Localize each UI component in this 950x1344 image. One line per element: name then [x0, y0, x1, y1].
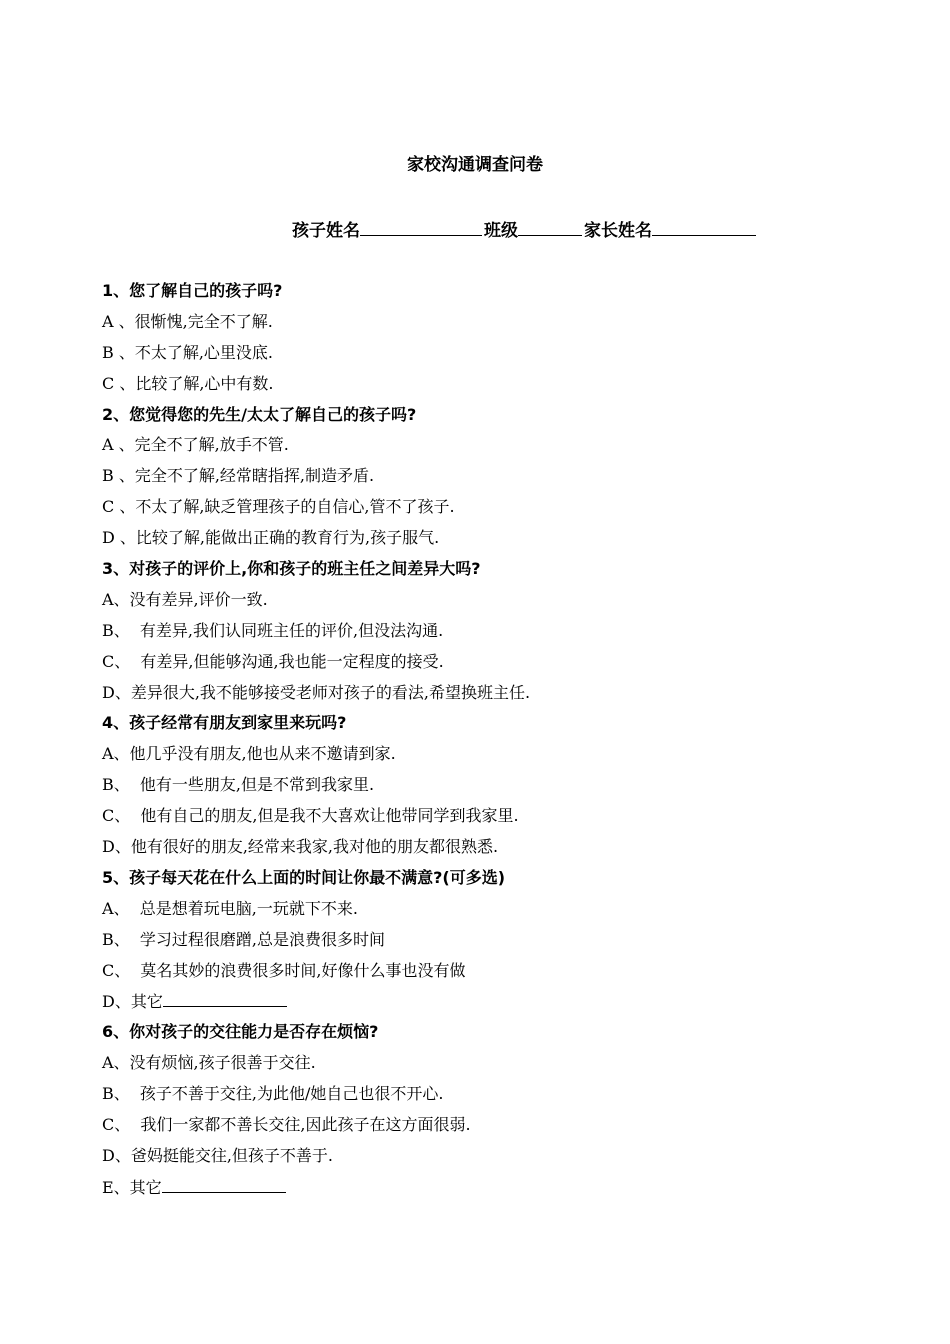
option-5d[interactable] [102, 986, 862, 1017]
option-5a[interactable]: A、 总是想着玩电脑,一玩就下不来. [102, 898, 358, 918]
respondent-info [292, 216, 758, 241]
question-5: 5、孩子每天花在什么上面的时间让你最不满意?(可多选) [102, 867, 506, 887]
option-3c[interactable]: C、 有差异,但能够沟通,我也能一定程度的接受. [102, 651, 444, 671]
option-2c[interactable]: C 、不太了解,缺乏管理孩子的自信心,管不了孩子. [102, 497, 455, 517]
question-3: 3、对孩子的评价上,你和孩子的班主任之间差异大吗? [102, 559, 481, 579]
option-5c[interactable]: C、 莫名其妙的浪费很多时间,好像什么事也没有做 [102, 960, 466, 980]
option-6e[interactable] [102, 1172, 862, 1203]
question-6: 6、你对孩子的交往能力是否存在烦恼? [102, 1022, 379, 1042]
question-list [102, 276, 862, 1203]
option-2b[interactable]: B 、完全不了解,经常瞎指挥,制造矛盾. [102, 466, 375, 486]
page-title: 家校沟通调查问卷 [407, 155, 543, 175]
option-1c[interactable]: C 、比较了解,心中有数. [102, 373, 274, 393]
option-4a[interactable]: A、他几乎没有朋友,他也从来不邀请到家. [102, 744, 396, 764]
option-6e-fill-field[interactable] [162, 1172, 286, 1193]
parent-name-label: 家长姓名 [584, 221, 652, 241]
option-6e-label: E、其它 [102, 1177, 162, 1197]
child-name-label: 孩子姓名 [292, 221, 360, 241]
class-label: 班级 [484, 221, 518, 241]
option-5d-fill-field[interactable] [163, 986, 287, 1007]
option-6b[interactable]: B、 孩子不善于交往,为此他/她自己也很不开心. [102, 1084, 444, 1104]
option-5b[interactable]: B、 学习过程很磨蹭,总是浪费很多时间 [102, 929, 386, 949]
question-2: 2、您觉得您的先生/太太了解自己的孩子吗? [102, 404, 417, 424]
option-3b[interactable]: B、 有差异,我们认同班主任的评价,但没法沟通. [102, 620, 444, 640]
question-4: 4、孩子经常有朋友到家里来玩吗? [102, 713, 347, 733]
option-6d[interactable]: D、爸妈挺能交往,但孩子不善于. [102, 1145, 334, 1165]
class-field[interactable] [518, 217, 582, 236]
child-name-field[interactable] [360, 217, 482, 236]
option-1a[interactable]: A 、很惭愧,完全不了解. [102, 311, 273, 331]
parent-name-field[interactable] [652, 217, 756, 236]
option-4b[interactable]: B、 他有一些朋友,但是不常到我家里. [102, 775, 375, 795]
option-3d[interactable]: D、差异很大,我不能够接受老师对孩子的看法,希望换班主任. [102, 682, 531, 702]
option-5d-label: D、其它 [102, 992, 163, 1012]
option-3a[interactable]: A、没有差异,评价一致. [102, 589, 268, 609]
question-1: 1、您了解自己的孩子吗? [102, 281, 283, 300]
option-6c[interactable]: C、 我们一家都不善长交往,因此孩子在这方面很弱. [102, 1115, 471, 1135]
option-1b[interactable]: B 、不太了解,心里没底. [102, 342, 274, 362]
option-4d[interactable]: D、他有很好的朋友,经常来我家,我对他的朋友都很熟悉. [102, 837, 499, 857]
option-2a[interactable]: A 、完全不了解,放手不管. [102, 435, 289, 455]
option-4c[interactable]: C、 他有自己的朋友,但是我不大喜欢让他带同学到我家里. [102, 806, 519, 826]
option-6a[interactable]: A、没有烦恼,孩子很善于交往. [102, 1053, 316, 1073]
option-2d[interactable]: D 、比较了解,能做出正确的教育行为,孩子服气. [102, 528, 440, 548]
